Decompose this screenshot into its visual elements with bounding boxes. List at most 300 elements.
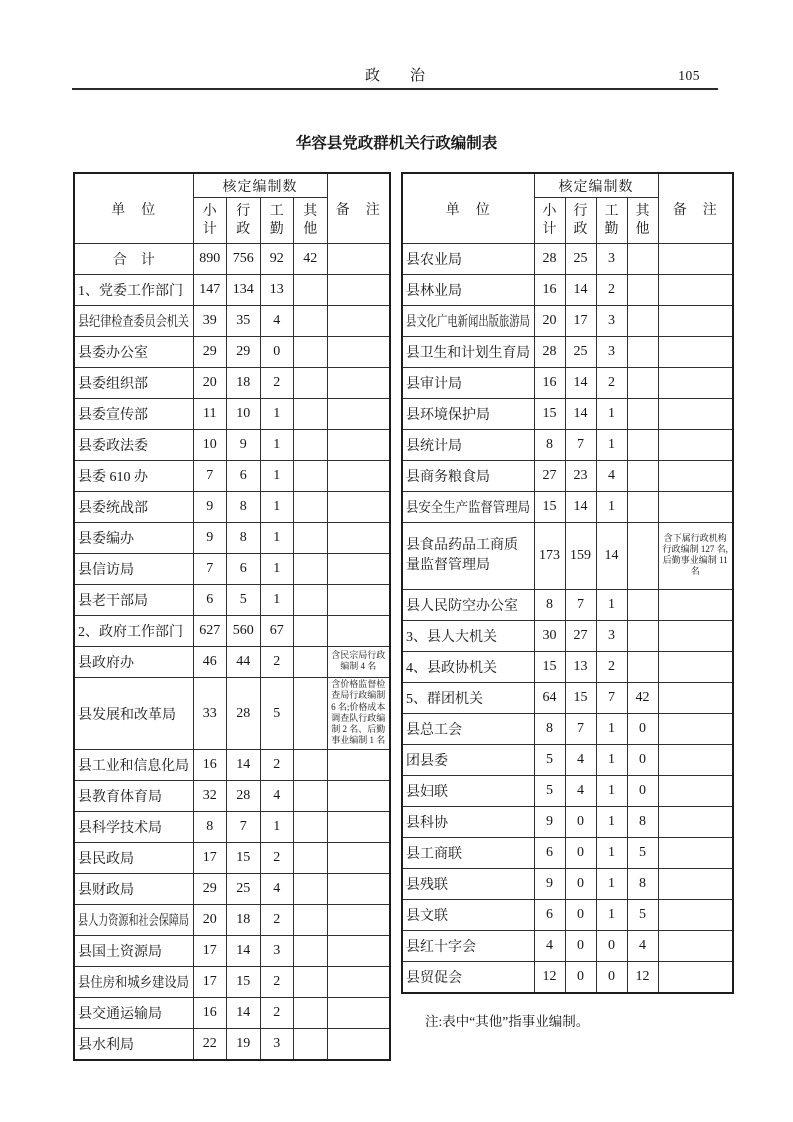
unit-cell [74, 523, 193, 554]
subcolumn-label: 小计 [202, 204, 217, 237]
unit-cell [402, 368, 534, 399]
unit-name: 县纪律检查委员会机关 [78, 315, 189, 330]
value-cell: 3 [596, 306, 627, 337]
value-cell: 6 [534, 900, 565, 931]
table-row [74, 998, 390, 1029]
value-cell: 5 [534, 776, 565, 807]
value-cell: 17 [193, 843, 227, 874]
remark-text: 含下属行政机构行政编制 127 名,后勤事业编制 11 名 [662, 532, 728, 577]
table-row [74, 306, 390, 337]
remark-cell [327, 399, 390, 430]
value-cell: 28 [227, 781, 261, 812]
document-title: 华容县党政群机关行政编制表 [295, 135, 498, 152]
value-cell: 20 [193, 368, 227, 399]
subcolumn-header [294, 198, 328, 244]
unit-name: 县食品药品工商质量监督管理局 [406, 538, 518, 573]
unit-cell [402, 244, 534, 275]
subcolumn-header [193, 198, 227, 244]
unit-name: 县发展和改革局 [78, 707, 176, 723]
unit-name: 县委宣传部 [78, 408, 148, 423]
unit-cell [74, 647, 193, 678]
value-cell: 0 [260, 337, 294, 368]
unit-cell [74, 244, 193, 275]
value-cell: 1 [596, 745, 627, 776]
value-cell: 134 [227, 275, 261, 306]
unit-cell [402, 807, 534, 838]
unit-name: 县林业局 [406, 284, 462, 299]
unit-cell [402, 714, 534, 745]
value-cell: 16 [193, 750, 227, 781]
unit-name: 县安全生产监督管理局 [406, 501, 530, 516]
table-row [74, 843, 390, 874]
value-cell [294, 585, 328, 616]
table-row [74, 492, 390, 523]
value-cell: 1 [260, 492, 294, 523]
remark-cell [658, 652, 733, 683]
value-cell: 4 [627, 931, 658, 962]
unit-name: 县教育体育局 [78, 790, 162, 806]
value-cell: 1 [260, 399, 294, 430]
value-cell: 9 [227, 430, 261, 461]
value-cell: 0 [627, 745, 658, 776]
table-row [74, 678, 390, 750]
remark-column-header: 备 注 [327, 173, 390, 244]
value-cell: 159 [565, 523, 596, 590]
value-cell: 2 [260, 647, 294, 678]
subcolumn-label: 行政 [236, 204, 251, 237]
unit-cell [402, 275, 534, 306]
unit-cell [74, 616, 193, 647]
remark-column-header: 备 注 [658, 173, 733, 244]
unit-cell [402, 838, 534, 869]
remark-cell [658, 714, 733, 745]
value-cell [294, 523, 328, 554]
value-cell: 9 [534, 869, 565, 900]
table-row [402, 807, 733, 838]
unit-name: 县总工会 [406, 723, 462, 738]
remark-cell [658, 244, 733, 275]
value-cell [627, 492, 658, 523]
value-cell: 9 [193, 492, 227, 523]
value-cell: 23 [565, 461, 596, 492]
unit-cell [74, 1029, 193, 1061]
value-cell: 29 [193, 337, 227, 368]
subcolumn-label: 其他 [635, 204, 650, 237]
value-cell: 1 [596, 869, 627, 900]
value-cell: 1 [596, 399, 627, 430]
remark-cell [658, 492, 733, 523]
value-cell: 5 [534, 745, 565, 776]
remark-cell [658, 590, 733, 621]
remark-cell [327, 1029, 390, 1061]
table-row [402, 652, 733, 683]
value-cell: 1 [596, 492, 627, 523]
value-cell: 14 [227, 936, 261, 967]
unit-cell [402, 776, 534, 807]
table-header [402, 173, 733, 244]
unit-name: 县卫生和计划生育局 [406, 346, 530, 361]
value-cell: 15 [534, 492, 565, 523]
unit-name: 县工商联 [406, 847, 462, 862]
value-cell: 25 [565, 337, 596, 368]
unit-name: 县水利局 [78, 1038, 134, 1054]
footnote: 注:表中“其他”指事业编制。 [425, 1014, 590, 1029]
value-cell: 12 [627, 962, 658, 994]
table-row [74, 523, 390, 554]
value-cell: 890 [193, 244, 227, 275]
value-cell: 1 [596, 430, 627, 461]
value-cell: 16 [534, 275, 565, 306]
unit-cell [402, 337, 534, 368]
unit-cell [402, 430, 534, 461]
unit-cell [74, 492, 193, 523]
table-body [74, 244, 390, 1061]
value-cell [294, 275, 328, 306]
value-cell [294, 750, 328, 781]
value-cell: 5 [260, 678, 294, 750]
table-row [402, 399, 733, 430]
value-cell: 2 [260, 843, 294, 874]
value-cell [627, 523, 658, 590]
value-cell: 147 [193, 275, 227, 306]
value-cell: 30 [534, 621, 565, 652]
value-cell [294, 616, 328, 647]
unit-name: 县财政局 [78, 883, 134, 899]
value-cell: 13 [260, 275, 294, 306]
value-cell [627, 590, 658, 621]
remark-cell [327, 337, 390, 368]
value-cell: 5 [627, 838, 658, 869]
remark-cell [658, 900, 733, 931]
table-row [74, 275, 390, 306]
value-cell: 14 [565, 368, 596, 399]
subcolumn-header [627, 198, 658, 244]
value-cell: 7 [193, 554, 227, 585]
value-cell [627, 430, 658, 461]
unit-cell [402, 683, 534, 714]
table-row [402, 931, 733, 962]
unit-name: 县国土资源局 [78, 945, 162, 961]
value-cell: 16 [534, 368, 565, 399]
value-cell [294, 492, 328, 523]
value-cell: 18 [227, 905, 261, 936]
value-cell: 8 [193, 812, 227, 843]
value-cell [294, 337, 328, 368]
unit-name: 县贸促会 [406, 971, 462, 986]
unit-name: 县科协 [406, 816, 448, 831]
value-cell: 17 [193, 967, 227, 998]
table-row [74, 936, 390, 967]
unit-cell [74, 337, 193, 368]
table-row [402, 900, 733, 931]
unit-name: 县委政法委 [78, 439, 148, 454]
value-cell: 8 [534, 430, 565, 461]
page-number: 105 [678, 68, 700, 83]
unit-name: 县科学技术局 [78, 821, 162, 837]
remark-cell [658, 621, 733, 652]
table-row [402, 430, 733, 461]
value-cell: 25 [227, 874, 261, 905]
value-cell [627, 244, 658, 275]
value-cell: 2 [596, 652, 627, 683]
value-cell: 15 [227, 843, 261, 874]
value-cell: 627 [193, 616, 227, 647]
unit-cell [74, 275, 193, 306]
value-cell: 7 [565, 714, 596, 745]
value-cell: 14 [227, 998, 261, 1029]
value-cell: 17 [193, 936, 227, 967]
value-cell: 4 [565, 745, 596, 776]
value-cell: 0 [627, 776, 658, 807]
remark-cell [327, 554, 390, 585]
value-cell [294, 647, 328, 678]
value-cell: 0 [627, 714, 658, 745]
header-row [402, 173, 733, 198]
table-row [402, 306, 733, 337]
value-cell: 15 [227, 967, 261, 998]
value-cell: 6 [227, 554, 261, 585]
value-cell: 7 [565, 430, 596, 461]
unit-name: 县工业和信息化局 [78, 759, 189, 775]
unit-cell [74, 812, 193, 843]
remark-cell [327, 616, 390, 647]
unit-name: 县委 610 办 [78, 470, 148, 485]
value-cell: 8 [627, 869, 658, 900]
value-cell: 92 [260, 244, 294, 275]
value-cell [294, 936, 328, 967]
subcolumn-label: 小计 [542, 204, 557, 237]
unit-name: 县文联 [406, 909, 448, 924]
value-cell [627, 275, 658, 306]
value-cell [294, 874, 328, 905]
value-cell: 6 [534, 838, 565, 869]
value-cell: 3 [260, 1029, 294, 1061]
value-cell: 39 [193, 306, 227, 337]
value-cell [294, 905, 328, 936]
subcolumn-header [565, 198, 596, 244]
value-cell: 3 [596, 244, 627, 275]
value-cell: 0 [565, 807, 596, 838]
value-cell [294, 306, 328, 337]
table-row [402, 492, 733, 523]
table-row [74, 399, 390, 430]
table-row [402, 962, 733, 994]
remark-cell [327, 430, 390, 461]
subcolumn-label: 工勤 [604, 204, 619, 237]
table-row [402, 275, 733, 306]
value-cell: 1 [260, 523, 294, 554]
unit-cell [74, 843, 193, 874]
unit-name: 团县委 [406, 754, 448, 769]
value-cell [294, 843, 328, 874]
value-cell: 1 [260, 430, 294, 461]
unit-cell [402, 900, 534, 931]
unit-name: 县委编办 [78, 532, 134, 547]
table-row [74, 616, 390, 647]
unit-name: 县民政局 [78, 852, 134, 868]
table-body [402, 244, 733, 994]
value-cell: 20 [193, 905, 227, 936]
unit-cell [74, 905, 193, 936]
remark-cell [327, 678, 390, 750]
value-cell: 0 [565, 869, 596, 900]
value-cell: 15 [534, 652, 565, 683]
value-cell: 4 [260, 781, 294, 812]
unit-cell [74, 998, 193, 1029]
value-cell: 1 [260, 461, 294, 492]
unit-name: 合 计 [112, 253, 155, 268]
value-cell: 9 [193, 523, 227, 554]
value-cell [627, 368, 658, 399]
table-row [402, 523, 733, 590]
table-row [402, 776, 733, 807]
value-cell: 756 [227, 244, 261, 275]
unit-cell [402, 590, 534, 621]
table-row [74, 461, 390, 492]
unit-cell [74, 750, 193, 781]
value-cell: 29 [227, 337, 261, 368]
unit-cell [402, 492, 534, 523]
value-cell [294, 399, 328, 430]
unit-name: 县政府办 [78, 656, 134, 671]
unit-cell [74, 554, 193, 585]
remark-cell [327, 781, 390, 812]
value-cell: 0 [565, 931, 596, 962]
remark-cell [327, 523, 390, 554]
value-cell: 4 [260, 306, 294, 337]
remark-cell [658, 461, 733, 492]
unit-name: 2、政府工作部门 [78, 625, 183, 640]
unit-cell [74, 306, 193, 337]
value-cell: 1 [260, 585, 294, 616]
table-row [74, 1029, 390, 1061]
value-cell: 5 [627, 900, 658, 931]
value-cell: 2 [260, 368, 294, 399]
table-row [402, 745, 733, 776]
table-row [74, 244, 390, 275]
unit-name: 县文化广电新闻出版旅游局 [406, 315, 530, 330]
unit-cell [74, 874, 193, 905]
value-cell: 14 [565, 492, 596, 523]
tables-area [73, 172, 734, 1061]
remark-cell [327, 585, 390, 616]
value-cell: 7 [193, 461, 227, 492]
remark-cell [658, 306, 733, 337]
unit-name: 县残联 [406, 878, 448, 893]
staffing-table-left [73, 172, 391, 1061]
value-cell [294, 678, 328, 750]
remark-cell [658, 745, 733, 776]
unit-name: 县统计局 [406, 439, 462, 454]
remark-cell [327, 244, 390, 275]
value-cell: 14 [565, 275, 596, 306]
table-row [402, 368, 733, 399]
value-cell: 2 [260, 750, 294, 781]
value-cell: 46 [193, 647, 227, 678]
unit-name: 县委统战部 [78, 501, 148, 516]
unit-name: 县妇联 [406, 785, 448, 800]
unit-cell [402, 931, 534, 962]
value-cell: 22 [193, 1029, 227, 1061]
unit-name: 县委办公室 [78, 346, 148, 361]
table-row [74, 368, 390, 399]
table-row [74, 874, 390, 905]
value-cell: 1 [596, 838, 627, 869]
value-cell: 32 [193, 781, 227, 812]
remark-cell [327, 843, 390, 874]
value-cell: 18 [227, 368, 261, 399]
value-cell: 35 [227, 306, 261, 337]
value-cell: 0 [596, 931, 627, 962]
subcolumn-header [227, 198, 261, 244]
value-cell: 4 [260, 874, 294, 905]
remark-cell [658, 931, 733, 962]
remark-cell [327, 905, 390, 936]
unit-cell [402, 523, 534, 590]
section-title: 政 治 [364, 68, 425, 84]
value-cell [627, 461, 658, 492]
value-cell: 2 [260, 967, 294, 998]
value-cell: 560 [227, 616, 261, 647]
unit-name: 1、党委工作部门 [78, 284, 183, 299]
value-cell [294, 998, 328, 1029]
value-cell: 3 [596, 621, 627, 652]
value-cell [294, 430, 328, 461]
approved-count-group-header: 核定编制数 [193, 173, 327, 198]
value-cell: 25 [565, 244, 596, 275]
value-cell: 8 [534, 590, 565, 621]
value-cell: 42 [627, 683, 658, 714]
unit-cell [74, 585, 193, 616]
table-row [402, 337, 733, 368]
unit-cell [402, 461, 534, 492]
remark-cell [327, 492, 390, 523]
value-cell: 10 [227, 399, 261, 430]
table-row [74, 905, 390, 936]
value-cell: 28 [534, 244, 565, 275]
value-cell: 42 [294, 244, 328, 275]
unit-name: 县环境保护局 [406, 408, 490, 423]
value-cell: 19 [227, 1029, 261, 1061]
unit-name: 4、县政协机关 [406, 661, 497, 676]
remark-cell [658, 337, 733, 368]
unit-cell [402, 869, 534, 900]
unit-cell [402, 399, 534, 430]
remark-cell [327, 306, 390, 337]
value-cell: 0 [565, 838, 596, 869]
remark-cell [327, 275, 390, 306]
value-cell: 33 [193, 678, 227, 750]
value-cell: 13 [565, 652, 596, 683]
value-cell: 2 [260, 905, 294, 936]
value-cell: 10 [193, 430, 227, 461]
value-cell: 20 [534, 306, 565, 337]
value-cell: 14 [565, 399, 596, 430]
value-cell: 8 [534, 714, 565, 745]
table-row [402, 590, 733, 621]
value-cell: 27 [534, 461, 565, 492]
value-cell [294, 781, 328, 812]
unit-cell [402, 306, 534, 337]
table-row [402, 683, 733, 714]
value-cell: 44 [227, 647, 261, 678]
value-cell: 67 [260, 616, 294, 647]
value-cell [627, 337, 658, 368]
table-row [402, 244, 733, 275]
remark-cell [327, 750, 390, 781]
remark-cell [658, 399, 733, 430]
value-cell: 4 [534, 931, 565, 962]
